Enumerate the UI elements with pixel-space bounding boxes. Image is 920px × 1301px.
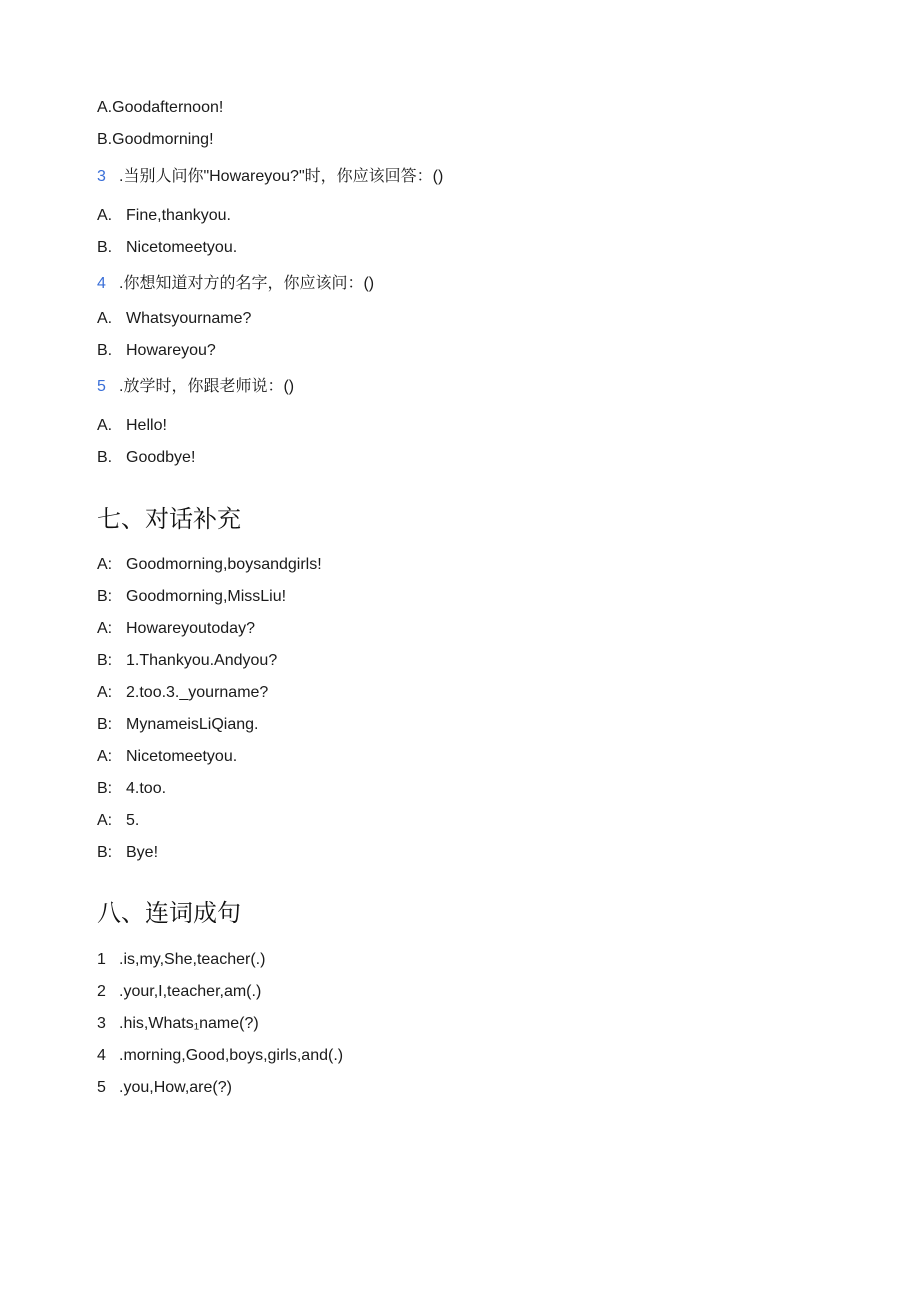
question-3 bbox=[97, 167, 443, 187]
dialogue-line: A: Goodmorning,boysandgirls! bbox=[97, 556, 322, 573]
sentence-item: 4 .morning,Good,boys,girls,and(.) bbox=[97, 1047, 344, 1064]
sentence-item: 1 .is,my,She,teacher(.) bbox=[97, 951, 266, 968]
dialogue-line: A: 5. bbox=[97, 812, 140, 829]
item-number: 1 bbox=[97, 951, 106, 968]
question-number: 3 bbox=[97, 168, 106, 185]
dialogue-line: A: Nicetomeetyou. bbox=[97, 748, 238, 765]
section-8-title: 八、连词成句 bbox=[97, 900, 241, 927]
item-number: 2 bbox=[97, 983, 106, 1000]
sentence-item: 3 .his,Whats₁name(?) bbox=[97, 1015, 259, 1032]
sentence-item: 2 .your,I,teacher,am(.) bbox=[97, 983, 262, 1000]
section-7-title: 七、对话补充 bbox=[97, 506, 241, 533]
dialogue-line: A: Howareyoutoday? bbox=[97, 620, 255, 637]
item-number: 5 bbox=[97, 1079, 106, 1096]
dialogue-line: B: Goodmorning,MissLiu! bbox=[97, 588, 287, 605]
dialogue-line: B: MynameisLiQiang. bbox=[97, 716, 259, 733]
q4-option-a: A. Whatsyourname? bbox=[97, 310, 252, 327]
item-number: 4 bbox=[97, 1047, 106, 1064]
question-number: 5 bbox=[97, 378, 106, 395]
question-text: .放学时，你跟老师说：() bbox=[119, 378, 295, 395]
question-4 bbox=[97, 274, 374, 294]
q4-option-b: B. Howareyou? bbox=[97, 342, 216, 359]
q3-option-a: A. Fine,thankyou. bbox=[97, 207, 231, 224]
q3-option-b: B. Nicetomeetyou. bbox=[97, 239, 238, 256]
dialogue-line: B: 1.Thankyou.Andyou? bbox=[97, 652, 278, 669]
q2-option-b: B.Goodmorning! bbox=[97, 131, 214, 148]
q5-option-a: A. Hello! bbox=[97, 417, 167, 434]
question-text: .你想知道对方的名字，你应该问：() bbox=[119, 275, 375, 292]
item-number: 3 bbox=[97, 1015, 106, 1032]
dialogue-line: B: Bye! bbox=[97, 844, 159, 861]
dialogue-line: A: 2.too.3._yourname? bbox=[97, 684, 269, 701]
q5-option-b: B. Goodbye! bbox=[97, 449, 196, 466]
q2-option-a: A.Goodafternoon! bbox=[97, 99, 224, 116]
dialogue-line: B: 4.too. bbox=[97, 780, 167, 797]
question-number: 4 bbox=[97, 275, 106, 292]
question-5 bbox=[97, 377, 294, 397]
sentence-item: 5 .you,How,are(?) bbox=[97, 1079, 232, 1096]
question-text: .当别人问你"Howareyou?"时，你应该回答：() bbox=[119, 168, 444, 185]
